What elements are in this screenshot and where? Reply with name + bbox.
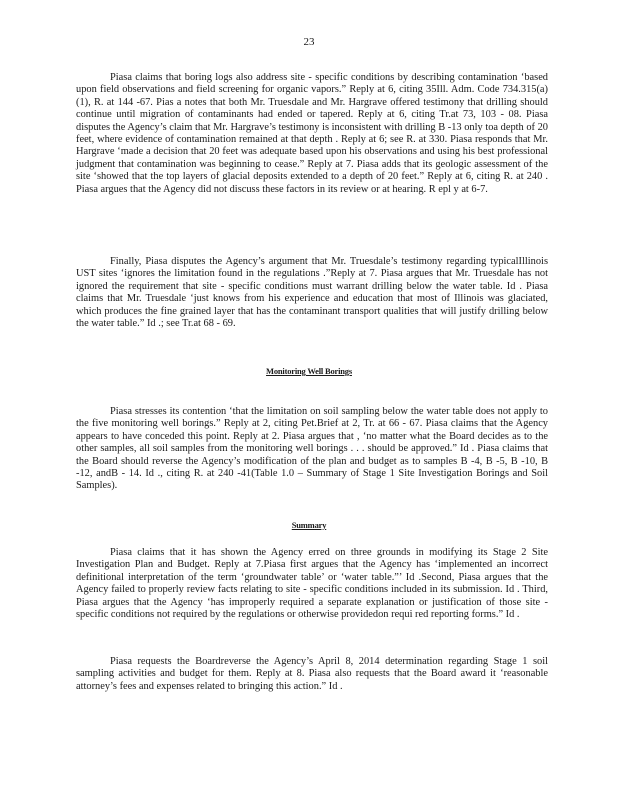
page-number: 23 (303, 36, 315, 48)
paragraph-monitoring-wells: Piasa stresses its contention ‘that the limitation on soil sampling below the water table does not apply to the five monitoring well borings.” Reply at 2, citing Pet.Brief at 2, Tr. at 66 - 67. Piasa claims that the Agency appears to have conceded this point. Reply at 2. Piasa argues that , ‘no matter what the Board decides as to the other samples, all soil samples from the monitoring well borings . . . should be approved.” Id . Piasa claims that the Board should reverse the Agency’s modification of the plan and budget as to samples B -4, B -5, B -10, B -12, andB - 14. Id ., citing R. at 240 -41(Table 1.0 – Summary of Stage 1 Site Investigation Borings and Soil Samples). (76, 406, 548, 492)
paragraph-summary-claims: Piasa claims that it has shown the Agency erred on three grounds in modifying its Stage 2 Site Investigation Plan and Budget. Reply at 7.Piasa first argues that the Agency has ‘implemented an incorrect definitional interpretation of the term ‘groundwater table’ or ‘water table.”’ Id .Second, Piasa argues that the Agency failed to properly review facts relating to site - specific conditions included in its submission. Id . Third, Piasa argues that the Agency ‘has improperly required a separate explanation or justification of those site -specific conditions not required by the regulations or otherwise providedon requi red reporting forms.” Id . (76, 547, 548, 621)
paragraph-truesdale-testimony: Finally, Piasa disputes the Agency’s argument that Mr. Truesdale’s testimony regarding typicalIllinois UST sites ‘ignores the limitation found in the regulations .”Reply at 7. Piasa argues that Mr. Truesdale has not ignored the requirement that site - specific conditions must warrant drilling below the water table. Id . Piasa claims that Mr. Truesdale ‘just knows from his experience and education that most of Illinois was glaciated, which produces the fine grained layer that has the contaminant transport qualities that will justify drilling below the water table.” Id .; see Tr.at 68 - 69. (76, 256, 548, 330)
paragraph-boring-logs: Piasa claims that boring logs also address site - specific conditions by describing contamination ‘based upon field observations and field screening for organic vapors.” Reply at 6, citing 35Ill. Adm. Code 734.315(a)(1), R. at 144 -67. Pias a notes that both Mr. Truesdale and Mr. Hargrave offered testimony that drilling should continue until migration of contaminants had ended or tapered. Reply at 6, citing Tr.at 73, 103 - 08. Piasa disputes the Agency’s claim that Mr. Hargrave’s testimony is inconsistent with drilling B -13 only toa depth of 20 feet, where evidence of contamination remained at that depth . Reply at 6; see R. at 330. Piasa responds that Mr. Hargrave ‘made a decision that 20 feet was adequate based upon his observations and using his best professional judgment that contamination was beginning to cease.” Reply at 7. Piasa adds that its geologic assessment of the site ‘showed that the top layers of glacial deposits extended to a depth of 20 feet.” Reply at 6, citing R. at 240 . Piasa argues that the Agency did not discuss these factors in its review or at hearing. R epl y at 6-7. (76, 72, 548, 195)
section-heading-summary: Summary (291, 520, 327, 530)
section-heading-monitoring-well-borings: Monitoring Well Borings (266, 366, 352, 376)
paragraph-requests: Piasa requests the Boardreverse the Agency’s April 8, 2014 determination regarding Stage 1 soil sampling activities and budget for them. Reply at 8. Piasa also requests that the Board award it ‘reasonable attorney’s fees and expenses related to bringing this action.” Id . (76, 656, 548, 692)
